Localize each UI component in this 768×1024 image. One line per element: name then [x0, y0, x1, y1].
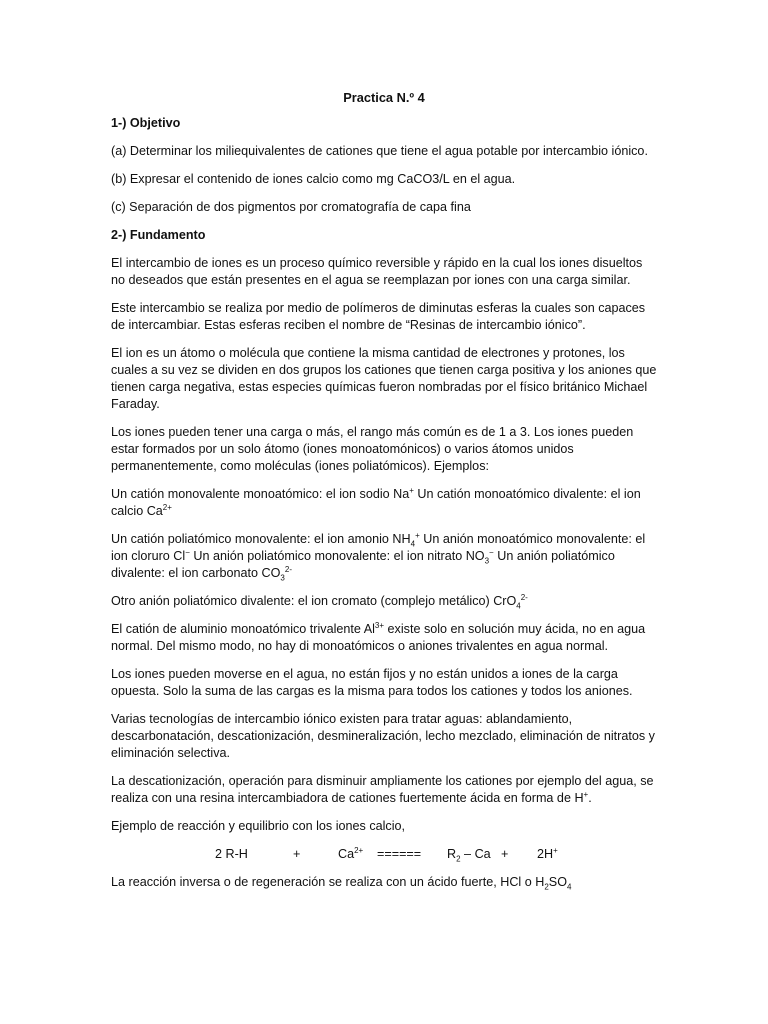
- text-run: R: [447, 847, 457, 861]
- text-run: Un catión monovalente monoatómico: el ion sodio Na: [111, 487, 410, 501]
- equation-reactant-resin: 2 R-H: [215, 847, 248, 861]
- subscript: 3: [280, 573, 285, 583]
- paragraph-aluminio: [111, 621, 659, 655]
- subscript: 4: [410, 539, 416, 549]
- paragraph-regeneracion: [111, 874, 659, 891]
- subscript: 4: [516, 601, 521, 611]
- text-run: .: [588, 791, 592, 805]
- superscript: +: [409, 485, 414, 495]
- paragraph-ejemplo-reaccion: Ejemplo de reacción y equilibrio con los iones calcio,: [111, 819, 406, 833]
- superscript: 2+: [162, 502, 172, 512]
- paragraph-movilidad: Los iones pueden moverse en el agua, no están fijos y no están unidos a iones de la carga opuesta. Solo la suma de las cargas es la misma para todos los cationes y todos los aniones.: [111, 667, 633, 698]
- equation-product-resin: [447, 846, 491, 863]
- text-run: Ca: [338, 847, 355, 861]
- text-run: existe solo en solución muy ácida, no en agua normal. Del mismo modo, no hay di monoatómicos o aniones trivalentes en agua normal.: [111, 622, 646, 653]
- superscript: 2-: [520, 592, 528, 602]
- objective-a: (a) Determinar los miliequivalentes de cationes que tiene el agua potable por intercambio iónico.: [111, 144, 648, 158]
- section-heading-objetivo: 1-) Objetivo: [111, 116, 181, 130]
- superscript: −: [185, 547, 190, 557]
- paragraph-tecnologias: Varias tecnologías de intercambio iónico existen para tratar aguas: ablandamiento, descarbonatación, descationización, desmineralización, lecho mezclado, eliminación de nitratos y eliminación selectiva.: [111, 712, 655, 760]
- chemical-equation: [111, 846, 659, 863]
- superscript: +: [583, 789, 589, 799]
- subscript: 2: [544, 882, 549, 892]
- text-run: Otro anión poliatómico divalente: el ion cromato (complejo metálico) CrO: [111, 594, 517, 608]
- paragraph-intercambio: El intercambio de iones es un proceso químico reversible y rápido en la cual los iones disueltos no deseados que están presentes en el agua se reemplazan por iones con una carga similar.: [111, 256, 643, 287]
- text-run: La reacción inversa o de regeneración se realiza con un ácido fuerte, HCl o H: [111, 875, 545, 889]
- example-cationes: [111, 486, 659, 520]
- text-run: La descationización, operación para disminuir ampliamente los cationes por ejemplo del agua, se realiza con una resina intercambiadora de cationes fuertemente ácida en forma de H: [111, 774, 654, 805]
- text-run: SO: [548, 875, 567, 889]
- example-poliatomicos: [111, 531, 659, 582]
- objective-b: (b) Expresar el contenido de iones calcio como mg CaCO3/L en el agua.: [111, 172, 516, 186]
- equation-plus: +: [293, 847, 301, 861]
- text-run: 2H: [537, 847, 554, 861]
- superscript: −: [489, 547, 494, 557]
- text-run: Un catión poliatómico monovalente: el ion amonio NH: [111, 532, 411, 546]
- superscript: +: [415, 530, 420, 540]
- paragraph-ion-definicion: El ion es un átomo o molécula que contiene la misma cantidad de electrones y protones, los cuales a su vez se dividen en dos grupos los cationes que tienen carga positiva y los aniones que tienen carga negativa, estas especies químicas fueron nombradas por el físico británico Michael Faraday.: [111, 346, 657, 411]
- equation-product-hydrogen: [537, 846, 558, 863]
- text-run: Un anión monoatómico monovalente: el ion cloruro Cl: [111, 532, 646, 563]
- subscript: 4: [567, 882, 572, 892]
- text-run: El catión de aluminio monoatómico trivalente Al: [111, 622, 375, 636]
- equation-reactant-calcium: [338, 846, 363, 863]
- text-run: Un anión poliatómico monovalente: el ion nitrato NO: [189, 549, 485, 563]
- superscript: +: [553, 845, 558, 855]
- paragraph-resinas: Este intercambio se realiza por medio de polímeros de diminutas esferas la cuales son capaces de intercambiar. Estas esferas reciben el nombre de “Resinas de intercambio iónico”.: [111, 301, 646, 332]
- superscript: 2-: [284, 564, 292, 574]
- paragraph-descationizacion: [111, 773, 659, 807]
- subscript: 3: [484, 556, 490, 566]
- page-title: Practica N.º 4: [343, 90, 425, 105]
- equation-plus: +: [501, 847, 509, 861]
- section-heading-fundamento: 2-) Fundamento: [111, 228, 206, 242]
- document-body: [111, 115, 659, 902]
- equation-equilibrium-arrow: ======: [377, 847, 422, 861]
- superscript: 3+: [374, 620, 385, 630]
- paragraph-cargas: Los iones pueden tener una carga o más, el rango más común es de 1 a 3. Los iones pueden estar formados por un solo átomo (iones monoatomónicos) o varios átomos unidos permanentemente, como moléculas (iones poliatómicos). Ejemplos:: [111, 425, 634, 473]
- superscript: 2+: [354, 845, 364, 855]
- objective-c: (c) Separación de dos pigmentos por cromatografía de capa fina: [111, 200, 471, 214]
- text-run: Un catión monoatómico divalente: el ion calcio Ca: [111, 487, 641, 518]
- text-run: Un anión poliatómico divalente: el ion carbonato CO: [111, 549, 615, 580]
- text-run: – Ca: [460, 847, 491, 861]
- subscript: 2: [456, 854, 461, 864]
- example-cromato: [111, 593, 659, 610]
